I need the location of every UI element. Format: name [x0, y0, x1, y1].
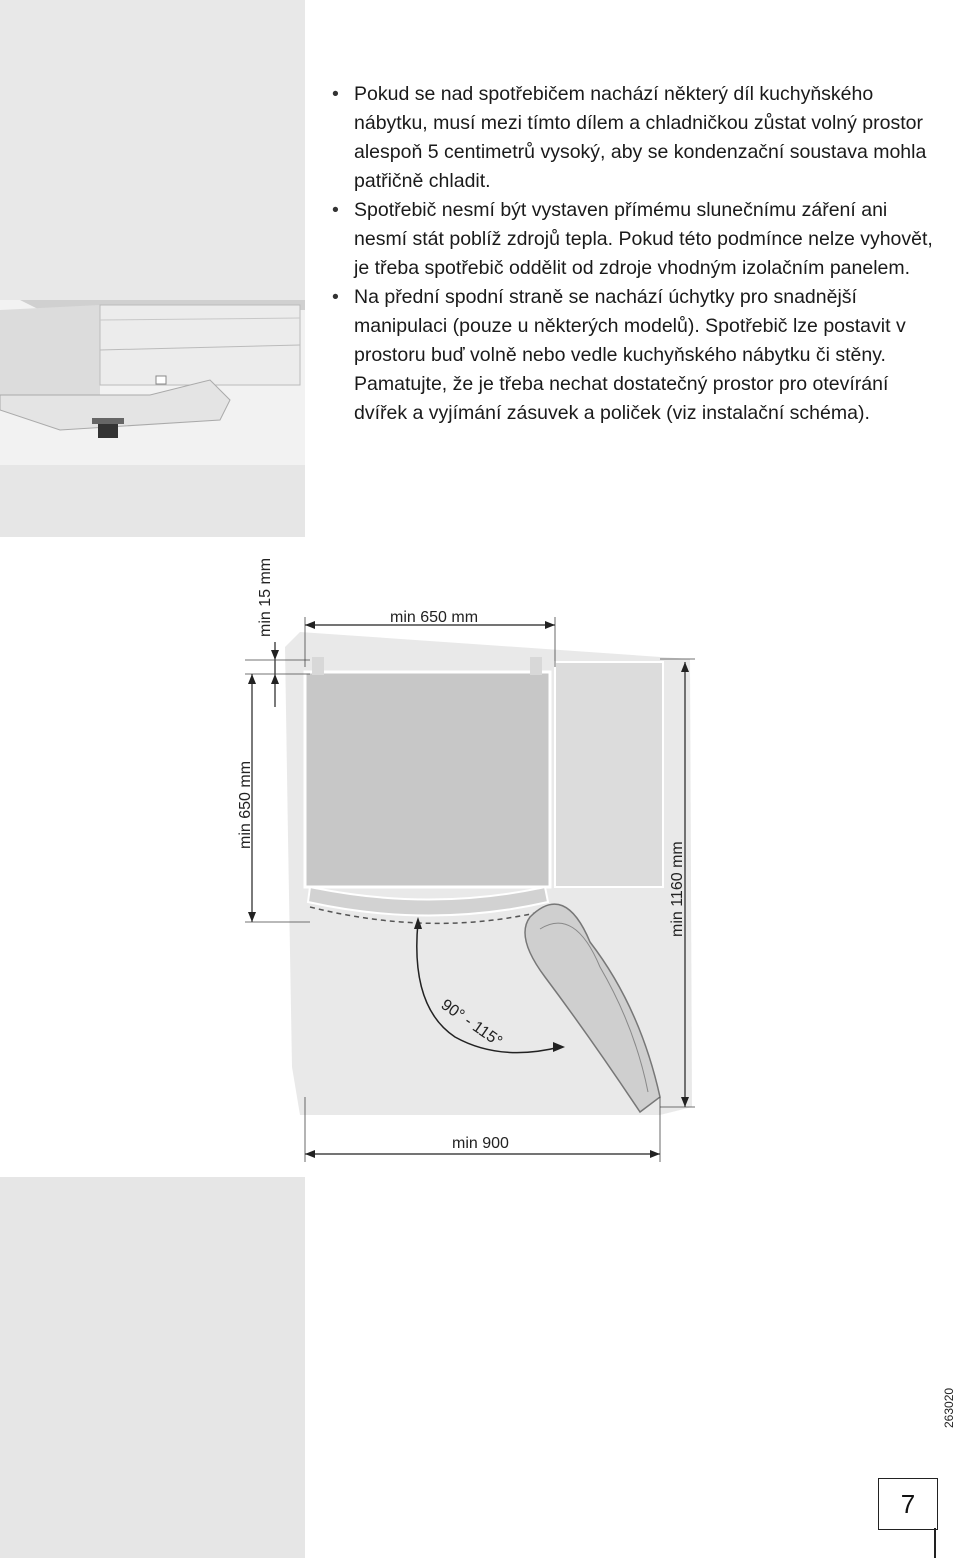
- page-number: 7: [878, 1478, 938, 1530]
- installation-diagram: [0, 537, 960, 1177]
- appliance-base-photo: [0, 0, 305, 465]
- top-gap-dimension-label: min 15 mm: [257, 557, 274, 637]
- adjacent-cabinet: [555, 662, 663, 887]
- depth-dimension-label: min 650 mm: [237, 760, 254, 849]
- instruction-item: • Na přední spodní straně se nachází úchytky pro snadnější manipulaci (pouze u některých modelů). Spotřebič lze postavit v prostoru buď volně nebo vedle kuchyňského nábytku či stěny. Pamatujte, že je třeba nechat dostatečný prostor pro otevírání dvířek a vyjímání zásuvek a poliček (viz instalační schéma).: [330, 283, 940, 428]
- instruction-item: • Spotřebič nesmí být vystaven přímému slunečnímu záření ani nesmí stát poblíž zdrojů tepla. Pokud této podmínce nelze vyhovět, je třeba spotřebič oddělit od zdroje vhodným izolačním panelem.: [330, 196, 940, 283]
- door-clearance-dimension-label: min 1160 mm: [669, 841, 686, 937]
- door-angle-label: 90° - 115°: [437, 996, 506, 1051]
- fridge-body: [305, 672, 550, 887]
- instruction-item: • Pokud se nad spotřebičem nachází některý díl kuchyňského nábytku, musí mezi tímto dílem a chladničkou zůstat volný prostor alespoň 5 centimetrů vysoký, aby se kondenzační soustava mohla patřičně chladit.: [330, 80, 940, 196]
- total-width-dimension-label: min 900: [452, 1135, 509, 1152]
- instruction-list: [330, 80, 940, 428]
- document-id: 263020: [942, 1387, 956, 1428]
- sidebar-background-bottom: [0, 1173, 305, 1558]
- page-number-tail: [934, 1528, 936, 1558]
- width-dimension-label: min 650 mm: [390, 609, 479, 626]
